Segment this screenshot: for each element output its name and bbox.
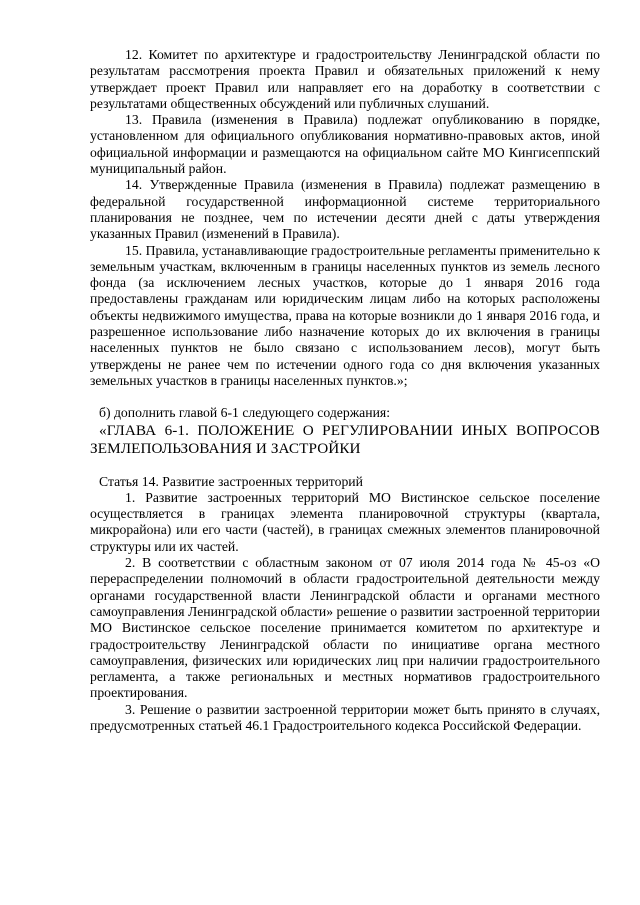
spacer (90, 458, 600, 474)
article-item-2: 2. В соответствии с областным законом от 07 июля 2014 года № 45-оз «О перераспределении полномочий в области градостроительной деятельности между органами государственной власти Ленинградской области и органами местного самоуправления Ленинградской области» решение о развитии застроенной территории МО Вистинское сельское поселение принимается комитетом по архитектуре и градостроительству Ленинградской области по инициативе органа местного самоуправления, физических или юридических лиц при наличии градостроительного регламента, а также региональных и местных нормативов градостроительного проектирования. (90, 555, 600, 701)
article-title: Статья 14. Развитие застроенных территорий (99, 473, 363, 489)
article-item-3: 3. Решение о развитии застроенной территории может быть принято в случаях, предусмотренных статьей 46.1 Градостроительного кодекса Российской Федерации. (90, 701, 600, 733)
paragraph-13: 13. Правила (изменения в Правила) подлежат опубликованию в порядке, установленном для официального опубликования нормативно-правовых актов, иной официальной информации и размещаются на официальном сайте МО Кингисеппский муниципальный район. (90, 112, 600, 177)
paragraph-12: 12. Комитет по архитектуре и градостроительству Ленинградской области по результатам рассмотрения проекта Правил и обязательных приложений к нему утверждает проект Правил или направляет его на доработку в соответствии с результатами общественных обсуждений или публичных слушаний. (90, 47, 600, 111)
paragraph-15: 15. Правила, устанавливающие градостроительные регламенты применительно к земельным участкам, включенным в границы населенных пунктов из земель лесного фонда (за исключением лесных участков, которые до 1 января 2016 года предоставлены гражданам или юридическим лицам либо на которых расположены объекты недвижимого имущества, права на которые возникли до 1 января 2016 года, и разрешенное использование либо назначение которых до их включения в границы населенных пунктов не было связано с использованием лесов), могут быть утверждены не ранее чем по истечении одного года со дня включения указанных земельных участков в границы населенных пунктов.»; (90, 242, 600, 388)
document-body (90, 47, 600, 734)
spacer (90, 389, 600, 405)
article-item-1: 1. Развитие застроенных территорий МО Вистинское сельское поселение осуществляется в границах элемента планировочной структуры (квартала, микрорайона) или его части (частей), в границах смежных элементов планировочной структуры или их частей. (90, 489, 600, 554)
chapter-title: «ГЛАВА 6-1. ПОЛОЖЕНИЕ О РЕГУЛИРОВАНИИ ИНЫХ ВОПРОСОВ ЗЕМЛЕПОЛЬЗОВАНИЯ И ЗАСТРОЙКИ (90, 421, 600, 457)
paragraph-14: 14. Утвержденные Правила (изменения в Правила) подлежат размещению в федеральной государственной информационной системе территориального планирования не позднее, чем по истечении десяти дней с даты утверждения указанных Правил (изменений в Правила). (90, 177, 600, 242)
paragraph-b-intro: б) дополнить главой 6-1 следующего содержания: (99, 405, 390, 421)
